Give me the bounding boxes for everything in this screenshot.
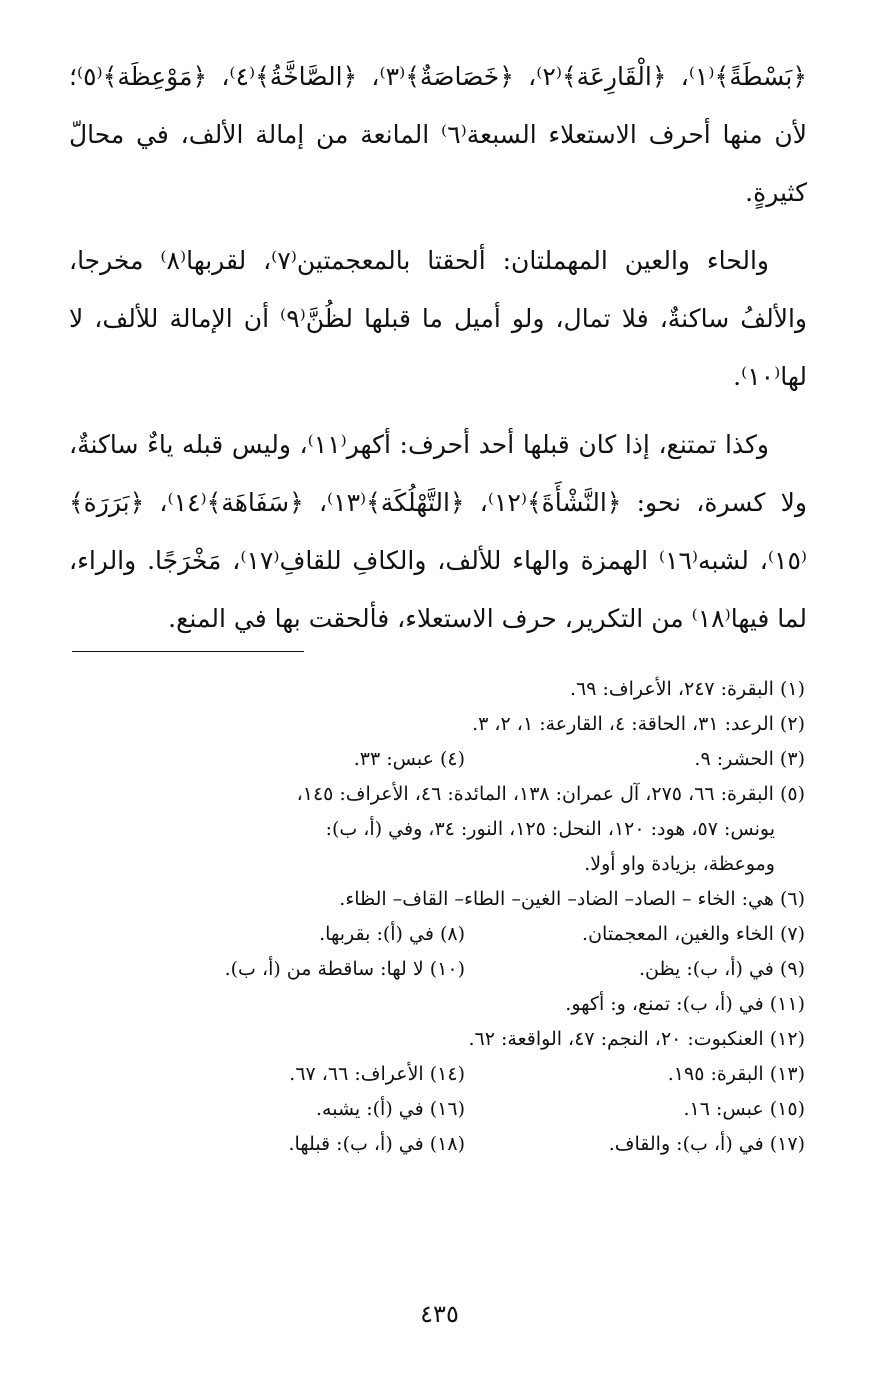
footnote-1: (١) البقرة: ٢٤٧، الأعراف: ٦٩. <box>569 678 805 700</box>
footnote-2: (٢) الرعد: ٣١، الحاقة: ٤، القارعة: ١، ٢، ٣. <box>472 713 805 735</box>
footnote-row <box>67 1092 805 1127</box>
footnote-11: (١١) في (أ، ب): تمنع، و: أكهو. <box>565 993 805 1015</box>
footnote-row <box>67 1057 805 1092</box>
footnote-18: (١٨) في (أ، ب): قبلها. <box>288 1133 465 1155</box>
footnote-row <box>67 847 805 882</box>
footnote-17: (١٧) في (أ، ب): والقاف. <box>608 1133 805 1155</box>
footnote-9: (٩) في (أ، ب): يظن. <box>638 958 805 980</box>
footnote-row <box>67 1022 805 1057</box>
footnote-separator <box>72 651 304 652</box>
footnote-14: (١٤) الأعراف: ٦٦، ٦٧. <box>289 1063 465 1085</box>
footnote-row <box>67 742 805 777</box>
footnote-row <box>67 672 805 707</box>
footnotes <box>67 672 805 1162</box>
footnote-5: (٥) البقرة: ٦٦، ٢٧٥، آل عمران: ١٣٨، المائدة: ٤٦، الأعراف: ١٤٥، <box>296 783 805 805</box>
footnote-16: (١٦) في (أ): يشبه. <box>316 1098 465 1120</box>
footnote-row <box>67 812 805 847</box>
footnote-row <box>67 917 805 952</box>
footnote-15: (١٥) عبس: ١٦. <box>683 1098 805 1120</box>
footnote-row <box>67 777 805 812</box>
footnote-5-continued: يونس: ٥٧، هود: ١٢٠، النحل: ١٢٥، النور: ٣٤، وفي (أ، ب): <box>325 818 775 840</box>
footnote-row <box>67 987 805 1022</box>
footnote-13: (١٣) البقرة: ١٩٥. <box>667 1063 805 1085</box>
footnote-6: (٦) هي: الخاء – الصاد– الضاد– الغين– الطاء– القاف– الظاء. <box>339 888 805 910</box>
footnote-row <box>67 882 805 917</box>
footnote-10: (١٠) لا لها: ساقطة من (أ، ب). <box>224 958 465 980</box>
footnote-7: (٧) الخاء والغين، المعجمتان. <box>582 923 805 945</box>
paragraph-2: والحاء والعين المهملتان: ألحقتا بالمعجمتين⁽٧⁾، لقربها⁽٨⁾ مخرجا، والألفُ ساكنةٌ، فلا تمال، ولو أميل ما قبلها لظُنَّ⁽٩⁾ أن الإمالة للألف، لا لها⁽١٠⁾. <box>69 246 807 391</box>
footnote-3: (٣) الحشر: ٩. <box>694 748 805 770</box>
main-text <box>69 48 807 658</box>
footnote-row <box>67 1127 805 1162</box>
footnote-row <box>67 707 805 742</box>
page-number: ٤٣٥ <box>420 1300 459 1328</box>
footnote-12: (١٢) العنكبوت: ٢٠، النجم: ٤٧، الواقعة: ٦٢. <box>468 1028 805 1050</box>
footnote-5-end: وموعظة، بزيادة واو أولا. <box>584 853 775 875</box>
footnote-4: (٤) عبس: ٣٣. <box>353 748 465 770</box>
footnote-row <box>67 952 805 987</box>
paragraph-3: وكذا تمتنع، إذا كان قبلها أحد أحرف: أكهر⁽١١⁾، وليس قبله ياءٌ ساكنةٌ، ولا كسرة، نحو: ﴿النَّشْأَةَ﴾⁽١٢⁾، ﴿التَّهْلُكَة﴾⁽١٣⁾، ﴿سَفَاهَة﴾⁽١٤⁾، ﴿بَرَرَة﴾⁽١٥⁾، لشبه⁽١٦⁾ الهمزة والهاء للألف، والكافِ للقافِ⁽١٧⁾، مَخْرَجًا. والراء، لما فيها⁽١٨⁾ من التكرير، حرف الاستعلاء، فألحقت بها في المنع. <box>69 430 808 633</box>
footnote-8: (٨) في (أ): بقربها. <box>319 923 465 945</box>
paragraph-1: ﴿بَسْطَةً﴾⁽١⁾، ﴿الْقَارِعَة﴾⁽٢⁾، ﴿خَصَاصَةٌ﴾⁽٣⁾، ﴿الصَّاخَّةُ﴾⁽٤⁾، ﴿مَوْعِظَة﴾⁽٥⁾؛ لأن منها أحرف الاستعلاء السبعة⁽٦⁾ المانعة من إمالة الألف، في محالّ كثيرةٍ. <box>69 62 808 207</box>
